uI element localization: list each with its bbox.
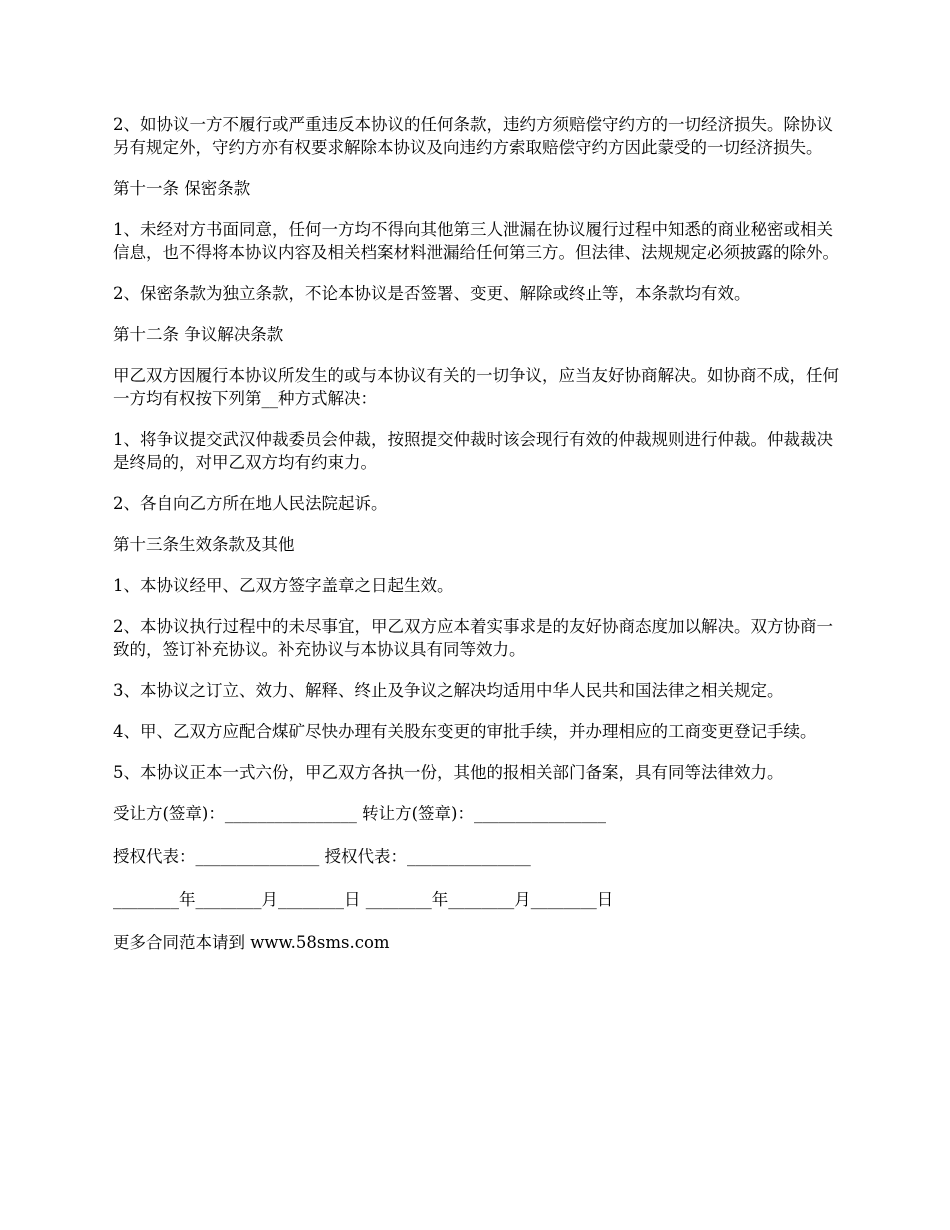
signature-line-parties: 受让方(签章)：________________ 转让方(签章)：________________ xyxy=(113,804,606,823)
dispute-option-2: 2、各自向乙方所在地人民法院起诉。 xyxy=(113,494,388,513)
signature-line-dates: ________年________月________日 ________年________月________日 xyxy=(113,890,614,909)
effect-clause-5: 5、本协议正本一式六份，甲乙双方各执一份，其他的报相关部门备案，具有同等法律效力。 xyxy=(113,763,784,782)
confidentiality-clause-1: 1、未经对方书面同意，任何一方均不得向其他第三人泄漏在协议履行过程中知悉的商业秘密或相关信息，也不得将本协议内容及相关档案材料泄漏给任何第三方。但法律、法规规定必须披露的除外。 xyxy=(113,220,839,262)
dispute-option-1: 1、将争议提交武汉仲裁委员会仲裁，按照提交仲裁时该会现行有效的仲裁规则进行仲裁。仲裁裁决是终局的，对甲乙双方均有约束力。 xyxy=(113,430,833,472)
article-11-heading: 第十一条 保密条款 xyxy=(113,179,251,198)
signature-line-representatives: 授权代表：_______________ 授权代表：_______________ xyxy=(113,847,531,866)
breach-clause-2: 2、如协议一方不履行或严重违反本协议的任何条款，违约方须赔偿守约方的一切经济损失。除协议另有规定外，守约方亦有权要求解除本协议及向违约方索取赔偿守约方因此蒙受的一切经济损失。 xyxy=(113,115,833,157)
confidentiality-clause-2: 2、保密条款为独立条款，不论本协议是否签署、变更、解除或终止等，本条款均有效。 xyxy=(113,284,751,303)
effect-clause-3: 3、本协议之订立、效力、解释、终止及争议之解决均适用中华人民共和国法律之相关规定。 xyxy=(113,681,784,700)
article-13-heading: 第十三条生效条款及其他 xyxy=(113,535,295,554)
effect-clause-4: 4、甲、乙双方应配合煤矿尽快办理有关股东变更的审批手续，并办理相应的工商变更登记手续。 xyxy=(113,722,817,741)
document-body xyxy=(113,113,843,972)
effect-clause-1: 1、本协议经甲、乙双方签字盖章之日起生效。 xyxy=(113,576,454,595)
effect-clause-2: 2、本协议执行过程中的未尽事宜，甲乙双方应本着实事求是的友好协商态度加以解决。双方协商一致的，签订补充协议。补充协议与本协议具有同等效力。 xyxy=(113,617,833,659)
article-12-heading: 第十二条 争议解决条款 xyxy=(113,325,284,344)
dispute-intro: 甲乙双方因履行本协议所发生的或与本协议有关的一切争议，应当友好协商解决。如协商不成，任何一方均有权按下列第__种方式解决： xyxy=(113,366,839,408)
footer-link-text: 更多合同范本请到 www.58sms.com xyxy=(113,933,390,952)
